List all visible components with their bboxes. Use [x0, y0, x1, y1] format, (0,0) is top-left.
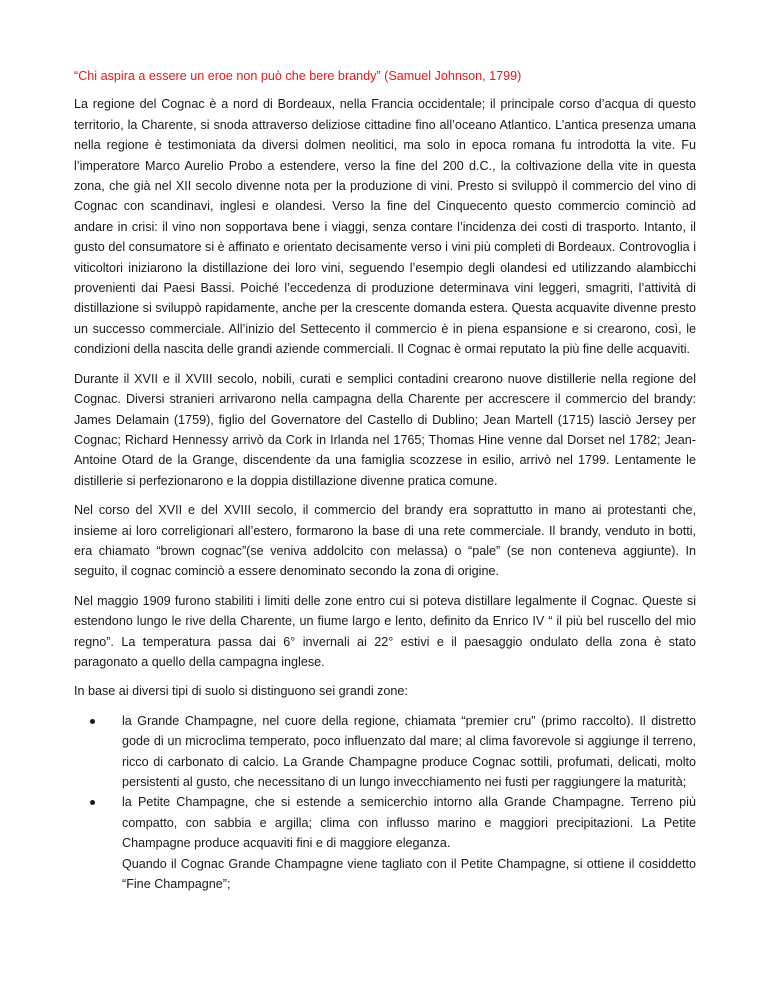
list-item: [74, 792, 696, 894]
epigraph-quote: “Chi aspira a essere un eroe non può che bere brandy” (Samuel Johnson, 1799): [74, 69, 522, 83]
list-item-text: la Grande Champagne, nel cuore della regione, chiamata “premier cru” (primo raccolto). Il distretto gode di un microclima temperato, poco influenzato dal mare; al clima favorevole si aggiunge il terreno, ricco di carbonato di calcio. La Grande Champagne produce Cognac sottili, profumati, delicati, molto persistenti al gusto, che necessitano di un lungo invecchiamento nei fusti per raggiungere la maturità;: [122, 713, 696, 789]
list-item-text: la Petite Champagne, che si estende a semicerchio intorno alla Grande Champagne. Terreno più compatto, con sabbia e argilla; clima con influsso marino e maggiori precipitazioni. La Petite Champagne produce acquaviti fini e di maggiore eleganza.: [122, 795, 696, 851]
paragraph-trade: Nel corso del XVII e del XVIII secolo, il commercio del brandy era soprattutto in mano ai protestanti che, insieme ai loro correligionari all’estero, formarono la base di una rete commerciale. Il brandy, venduto in botti, era chiamato “brown cognac”(se veniva addolcito con melassa) o “pale” (se non conteneva aggiunte). In seguito, il cognac cominciò a essere denominato secondo la zona di origine.: [74, 503, 696, 579]
paragraph-history: La regione del Cognac è a nord di Bordeaux, nella Francia occidentale; il principale corso d’acqua di questo territorio, la Charente, si snoda attraverso deliziose cittadine fino all’oceano Atlantico. L’antica presenza umana nella regione è testimoniata da diversi dolmen neolitici, ma solo in epoca romana fu introdotta la vite. Fu l’imperatore Marco Aurelio Probo a estendere, verso la fine del 200 d.C., la coltivazione della vite in questa zona, che già nel XII secolo divenne nota per la produzione di vini. Presto si sviluppò il commercio del vino di Cognac con scandinavi, inglesi e olandesi. Verso la fine del Cinquecento questo commercio cominciò ad andare in crisi: il vino non sopportava bene i viaggi, senza contare l’incidenza dei costi di trasporto. Intanto, il gusto del consumatore si è affinato e orientato decisamente verso i vini più completi di Bordeaux. Controvoglia i viticoltori iniziarono la distillazione dei loro vini, seguendo l’esempio degli olandesi ed utilizzando alambicchi provenienti dai Paesi Bassi. Poiché l’eccedenza di produzione determinava vini leggeri, smagriti, l’attività di distillazione si sviluppò rapidamente, anche per la crescente domanda estera. Questa acquavite divenne presto un successo commerciale. All’inizio del Settecento il commercio è in piena espansione e si crearono, così, le condizioni della nascita delle grandi aziende commerciali. Il Cognac è ormai reputato la più fine delle acquaviti.: [74, 97, 696, 357]
document-page: [74, 66, 696, 894]
paragraph-zones-1909: Nel maggio 1909 furono stabiliti i limiti delle zone entro cui si poteva distillare legalmente il Cognac. Queste si estendono lungo le rive della Charente, un fiume largo e lento, definito da Enrico IV “ il più bel ruscello del mio regno”. La temperatura passa dai 6° invernali ai 22° estivi e il paesaggio ondulato della zona è stato paragonato a quello della campagna inglese.: [74, 593, 696, 669]
paragraph-zones-intro: In base ai diversi tipi di suolo si distinguono sei grandi zone:: [74, 684, 408, 699]
paragraph-distilleries: Durante il XVII e il XVIII secolo, nobili, curati e semplici contadini crearono nuove distillerie nella regione del Cognac. Diversi stranieri arrivarono nella campagna della Charente per accrescere il commercio del brandy: James Delamain (1759), figlio del Governatore del Castello di Dublino; Jean Martell (1715) lasciò Jersey per Cognac; Richard Hennessy arrivò da Cork in Irlanda nel 1765; Thomas Hine venne dal Dorset nel 1782; Jean-Antoine Otard de la Grange, discendente da una famiglia scozzese in esilio, arrivò nel 1799. Lentamente le distillerie si perfezionarono e la doppia distillazione divenne pratica comune.: [74, 371, 696, 488]
list-item-note: Quando il Cognac Grande Champagne viene tagliato con il Petite Champagne, si ottiene il cosiddetto “Fine Champagne”;: [122, 856, 696, 892]
bullet-icon: [90, 800, 95, 805]
zones-list: [74, 711, 696, 895]
bullet-icon: [90, 719, 95, 724]
list-item: [74, 711, 696, 793]
